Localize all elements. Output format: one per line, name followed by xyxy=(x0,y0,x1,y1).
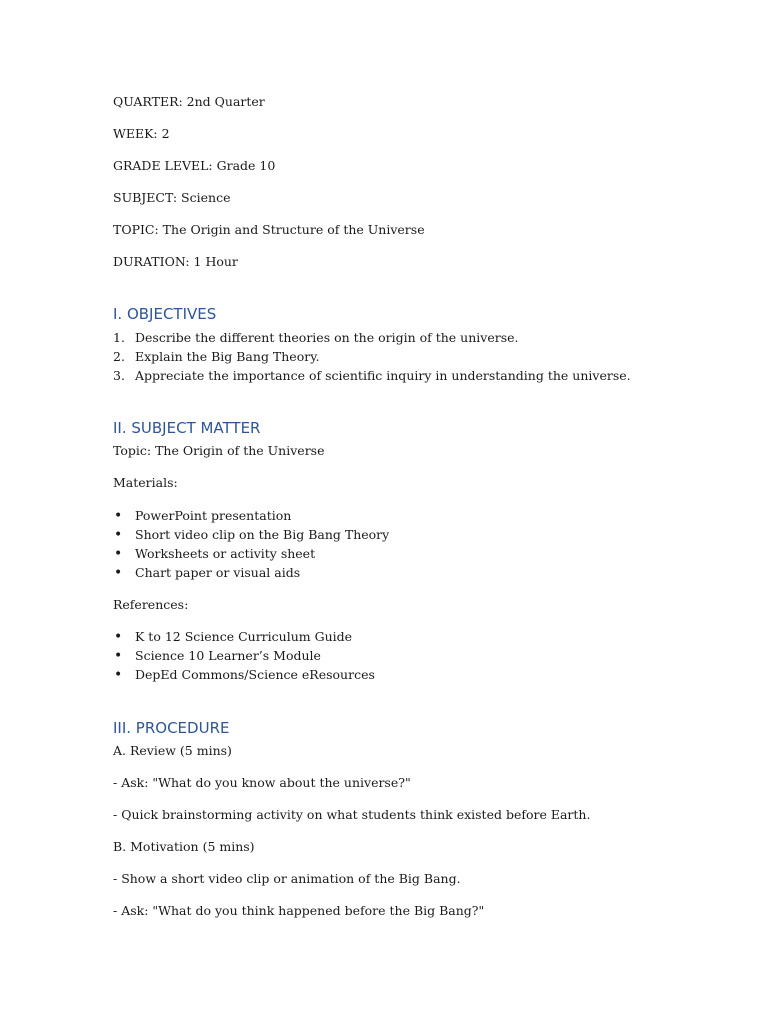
bullet-icon: • xyxy=(114,667,123,683)
review-activity: - Quick brainstorming activity on what students think existed before Earth. xyxy=(113,807,591,822)
materials-text: PowerPoint presentation xyxy=(135,508,292,523)
materials-text: Chart paper or visual aids xyxy=(135,565,301,580)
bullet-icon: • xyxy=(114,527,123,543)
references-item xyxy=(113,629,352,645)
materials-text: Short video clip on the Big Bang Theory xyxy=(135,527,390,542)
materials-item xyxy=(113,546,315,562)
objective-text: Explain the Big Bang Theory. xyxy=(135,349,320,364)
objective-item xyxy=(113,368,631,384)
motivation-title: B. Motivation (5 mins) xyxy=(113,839,255,854)
references-text: K to 12 Science Curriculum Guide xyxy=(135,629,353,644)
procedure-heading: III. PROCEDURE xyxy=(113,719,230,737)
topic-line: TOPIC: The Origin and Structure of the Universe xyxy=(113,222,425,237)
bullet-icon: • xyxy=(114,546,123,562)
objective-text: Appreciate the importance of scientific inquiry in understanding the universe. xyxy=(135,368,631,383)
bullet-icon: • xyxy=(114,629,123,645)
duration-line: DURATION: 1 Hour xyxy=(113,254,238,269)
materials-label: Materials: xyxy=(113,475,178,490)
subject-line: SUBJECT: Science xyxy=(113,190,231,205)
references-item xyxy=(113,648,321,664)
review-title: A. Review (5 mins) xyxy=(113,743,232,758)
grade-level-line: GRADE LEVEL: Grade 10 xyxy=(113,158,276,173)
objective-text: Describe the different theories on the origin of the universe. xyxy=(135,330,519,345)
objective-number: 2. xyxy=(113,349,125,364)
objective-item xyxy=(113,330,518,346)
motivation-video: - Show a short video clip or animation of the Big Bang. xyxy=(113,871,461,886)
objective-item xyxy=(113,349,320,365)
review-ask: - Ask: "What do you know about the universe?" xyxy=(113,775,411,790)
objectives-heading: I. OBJECTIVES xyxy=(113,305,217,323)
materials-item xyxy=(113,508,291,524)
references-text: Science 10 Learner’s Module xyxy=(135,648,321,663)
subject-matter-topic: Topic: The Origin of the Universe xyxy=(113,443,325,458)
materials-text: Worksheets or activity sheet xyxy=(135,546,316,561)
motivation-ask: - Ask: "What do you think happened before the Big Bang?" xyxy=(113,903,485,918)
bullet-icon: • xyxy=(114,565,123,581)
references-label: References: xyxy=(113,597,189,612)
objective-number: 1. xyxy=(113,330,125,345)
week-line: WEEK: 2 xyxy=(113,126,170,141)
bullet-icon: • xyxy=(114,648,123,664)
subject-matter-heading: II. SUBJECT MATTER xyxy=(113,419,261,437)
references-item xyxy=(113,667,375,683)
quarter-line: QUARTER: 2nd Quarter xyxy=(113,94,265,109)
references-text: DepEd Commons/Science eResources xyxy=(135,667,375,682)
materials-item xyxy=(113,565,300,581)
objective-number: 3. xyxy=(113,368,125,383)
materials-item xyxy=(113,527,389,543)
bullet-icon: • xyxy=(114,508,123,524)
